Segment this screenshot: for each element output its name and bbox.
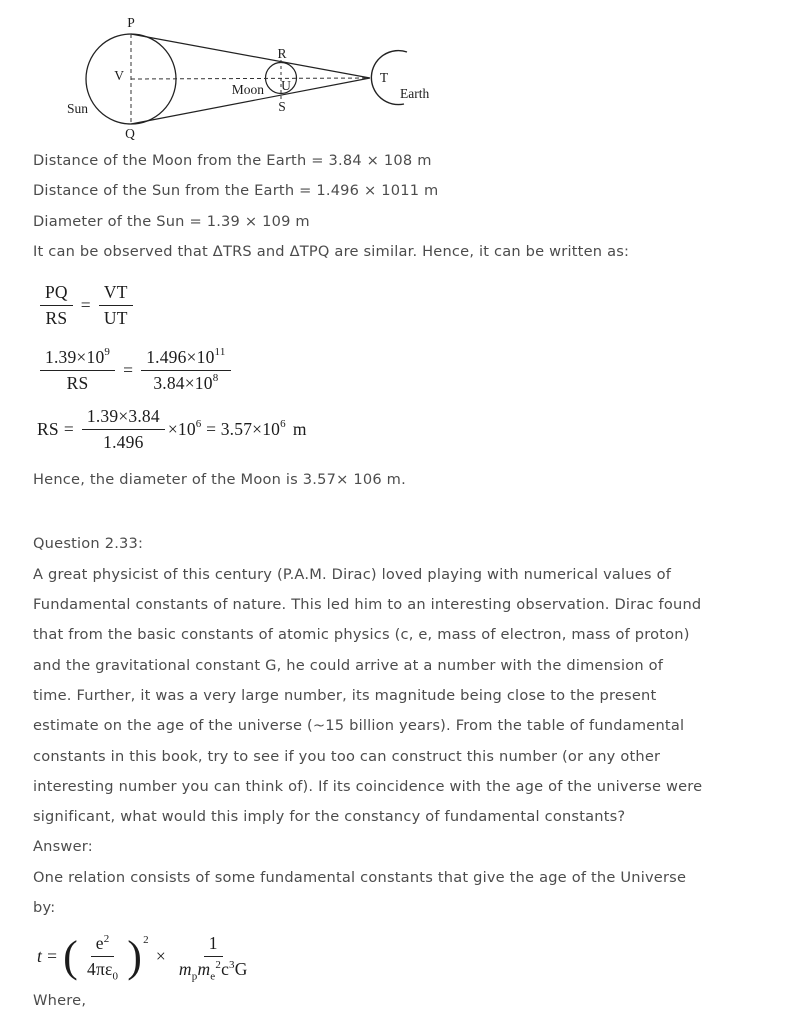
fraction: $\frac{1}{m_pm_e^2c^3G}$ [178,933,248,983]
label-p: P [127,15,135,30]
fraction: $\frac{1.496\times 10^{11}}{3.84\times 10^8}$ [141,346,230,395]
formula-result [37,405,307,454]
formula-age-of-universe [37,932,256,981]
question-line: and the gravitational constant G, he could arrive at a number with the dimension of [33,656,664,674]
question-line: Fundamental constants of nature. This led him to an interesting observation. Dirac found [33,596,702,614]
label-sun: Sun [67,101,89,116]
question-section [33,529,807,832]
question-line: estimate on the age of the universe (~15 billion years). From the table of fundamental [33,717,685,735]
given-line-moon-distance: Distance of the Moon from the Earth = 3.84 × 108 m [33,152,432,169]
conclusion-line: Hence, the diameter of the Moon is 3.57× 106 m. [33,471,406,489]
formula-ratio [37,281,136,330]
answer-label: Answer: [33,838,93,856]
label-v: V [114,68,124,83]
equals-sign: = [47,946,58,967]
answer-line: One relation consists of some fundamental constants that give the age of the Universe [33,868,687,886]
equals-sign: = [63,419,74,440]
equals-sign: = [80,295,91,316]
answer-section [33,832,807,923]
lhs: RS [37,419,59,440]
paren-exponent: 2 [143,934,149,947]
label-r: R [277,46,287,61]
result-term: = $3.57\times 10^6$ [201,418,286,440]
given-line-sun-diameter: Diameter of the Sun = 1.39 × 109 m [33,212,310,230]
close-paren: ) [127,932,143,982]
question-line: interesting number you can think of). If its coincidence with the age of the universe were [33,777,703,795]
answer-line: by: [33,899,56,917]
open-paren: ( [63,932,78,982]
question-line: significant, what would this imply for the constancy of fundamental constants? [33,808,626,826]
power-term: $\times 10^6$ [167,418,202,440]
tangent-line-top [131,34,370,78]
fraction: $\frac{e^2}{4\pi\varepsilon_0}$ [87,932,119,983]
question-line: that from the basic constants of atomic physics (c, e, mass of electron, mass of proton) [33,626,690,644]
given-line-sun-distance: Distance of the Sun from the Earth = 1.496 × 1011 m [33,182,439,200]
axis-dashed-line [131,78,370,79]
lhs: t [37,946,43,967]
unit: m [292,419,307,440]
times-sign: × [155,946,166,967]
question-title: Question 2.33: [33,535,144,553]
question-line: A great physicist of this century (P.A.M. Dirac) loved playing with numerical values of [33,565,672,583]
label-t: T [379,70,389,85]
given-data [33,146,807,267]
equals-sign: = [123,360,134,381]
fraction: $\frac{VT}{UT}$ [99,281,133,330]
sun-moon-earth-diagram [33,6,443,146]
question-line: constants in this book, try to see if you too can construct this number (or any other [33,747,661,765]
label-earth: Earth [400,86,430,101]
formula-substitution [37,346,234,395]
where-label: Where, [33,992,87,1010]
label-moon: Moon [231,82,264,97]
label-q: Q [125,126,135,141]
fraction: $\frac{PQ}{RS}$ [40,281,73,330]
fraction: $\frac{1.39\times 3.84}{1.496}$ [82,405,165,454]
similar-triangles-statement: It can be observed that ΔTRS and ΔTPQ are similar. Hence, it can be written as: [33,242,630,260]
label-s: S [278,99,286,114]
question-line: time. Further, it was a very large number, its magnitude being close to the present [33,686,657,704]
fraction: $\frac{1.39\times 10^9}{RS}$ [40,346,115,395]
label-u: U [281,78,291,93]
